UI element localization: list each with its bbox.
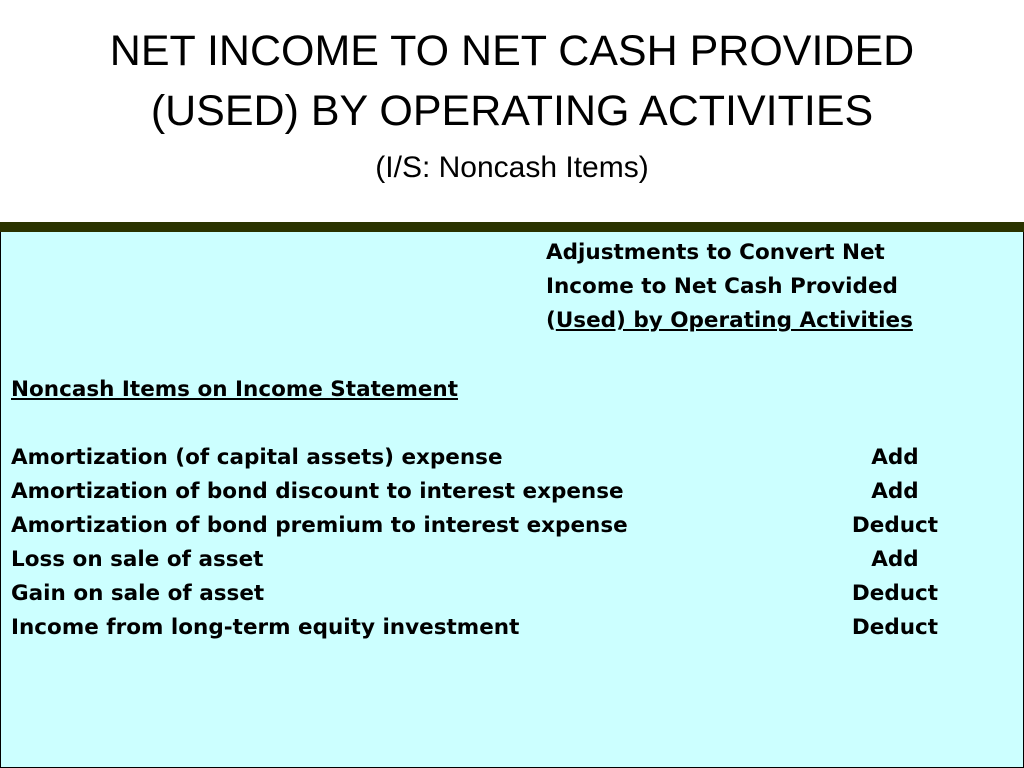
row-adjustment-4: Add xyxy=(871,547,919,572)
row-adjustment-2: Add xyxy=(871,479,919,504)
row-adjustment-6: Deduct xyxy=(851,615,939,640)
column-header-line-2: Income to Net Cash Provided xyxy=(546,274,898,299)
row-item-4: Loss on sale of asset xyxy=(11,547,264,572)
column-header-line-3-underlined: Used) by Operating Activities xyxy=(555,308,913,333)
subtitle: (I/S: Noncash Items) xyxy=(375,151,649,184)
row-adjustment-3: Deduct xyxy=(851,513,939,538)
column-header-line-3-prefix: ( xyxy=(546,308,556,333)
column-header-line-3 xyxy=(546,307,913,335)
row-item-2: Amortization of bond discount to interest expense xyxy=(11,479,624,504)
row-item-5: Gain on sale of asset xyxy=(11,581,265,606)
column-header-line-1: Adjustments to Convert Net xyxy=(546,240,885,265)
row-adjustment-1: Add xyxy=(871,445,919,470)
title-line-2: (USED) BY OPERATING ACTIVITIES xyxy=(150,87,874,135)
title-divider xyxy=(0,222,1024,232)
section-heading: Noncash Items on Income Statement xyxy=(11,377,459,402)
row-item-1: Amortization (of capital assets) expense xyxy=(11,445,503,470)
row-adjustment-5: Deduct xyxy=(851,581,939,606)
row-item-3: Amortization of bond premium to interest expense xyxy=(11,513,628,538)
title-area xyxy=(0,0,1024,222)
title-line-1: NET INCOME TO NET CASH PROVIDED xyxy=(109,27,915,75)
row-item-6: Income from long-term equity investment xyxy=(11,615,520,640)
content-panel xyxy=(0,232,1024,768)
